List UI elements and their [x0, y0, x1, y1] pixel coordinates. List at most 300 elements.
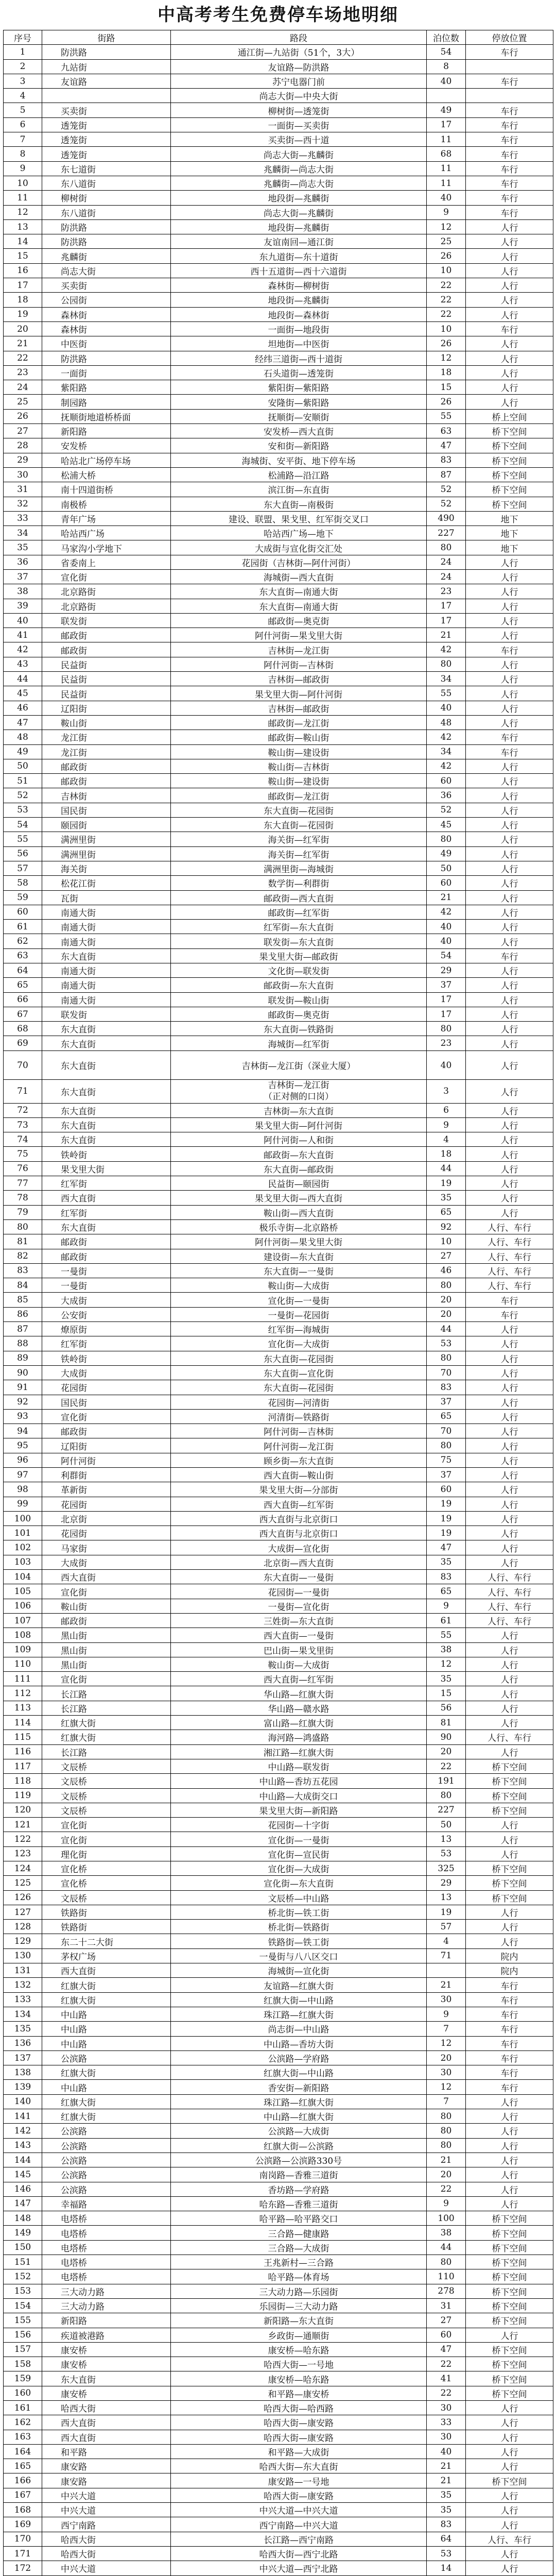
cell-index: 62: [4, 934, 42, 948]
cell-street: 联发街: [42, 1007, 171, 1021]
cell-location: 人行: [466, 569, 553, 584]
cell-location: 桥下空间: [466, 2240, 553, 2255]
cell-index: 52: [4, 788, 42, 803]
cell-street: 红旗大街: [42, 1992, 171, 2007]
cell-spaces: 71: [427, 1948, 466, 1963]
cell-segment: 和平路—康安桥: [171, 2386, 427, 2400]
table-row: [4, 2444, 553, 2459]
cell-index: 130: [4, 1948, 42, 1963]
cell-segment: 宣化街—宣民街: [171, 1846, 427, 1861]
cell-spaces: 83: [427, 1570, 466, 1584]
cell-segment: 阿什河街—果戈里大街: [171, 628, 427, 642]
cell-spaces: 48: [427, 715, 466, 730]
cell-location: 车行: [466, 1992, 553, 2007]
cell-segment: 坦地街—中医街: [171, 336, 427, 351]
cell-spaces: 21: [427, 628, 466, 642]
cell-index: 68: [4, 1022, 42, 1036]
cell-segment: 中山路—联发街: [171, 1759, 427, 1773]
cell-segment: 阿什河街—吉林街: [171, 657, 427, 671]
cell-location: 桥下空间: [466, 2357, 553, 2371]
cell-index: 149: [4, 2226, 42, 2240]
cell-segment: 石头道街—透笼街: [171, 365, 427, 380]
cell-index: 30: [4, 467, 42, 482]
table-row: [4, 2561, 553, 2575]
cell-segment: 湘江路—红旗大街: [171, 1744, 427, 1759]
table-row: [4, 2430, 553, 2444]
cell-segment: 东大直街—铁路街: [171, 1022, 427, 1036]
cell-street: 西大直街: [42, 2415, 171, 2430]
table-row: [4, 1161, 553, 1176]
cell-index: 56: [4, 846, 42, 861]
table-row: [4, 1036, 553, 1050]
table-row: [4, 2196, 553, 2211]
table-row: [4, 1716, 553, 1730]
cell-location: 人行: [466, 846, 553, 861]
table-body: [4, 45, 553, 2576]
cell-spaces: 54: [427, 45, 466, 59]
cell-segment: 鞍山街—大成街: [171, 1657, 427, 1671]
cell-index: 132: [4, 1978, 42, 1992]
cell-spaces: 10: [427, 263, 466, 278]
table-row: [4, 453, 553, 467]
cell-street: 北京街: [42, 1511, 171, 1526]
cell-location: 人行: [466, 2517, 553, 2532]
table-row: [4, 1657, 553, 1671]
cell-street: 透笼街: [42, 117, 171, 132]
table-row: [4, 1007, 553, 1021]
cell-street: 铁岭街: [42, 1351, 171, 1365]
cell-spaces: 33: [427, 2415, 466, 2430]
cell-index: 168: [4, 2503, 42, 2517]
table-row: [4, 992, 553, 1007]
cell-index: 122: [4, 1832, 42, 1846]
cell-spaces: 30: [427, 2400, 466, 2415]
cell-index: 61: [4, 920, 42, 934]
cell-index: 4: [4, 89, 42, 103]
cell-index: 48: [4, 730, 42, 744]
table-row: [4, 963, 553, 978]
cell-index: 133: [4, 1992, 42, 2007]
cell-index: 53: [4, 803, 42, 817]
table-row: [4, 1613, 553, 1628]
cell-segment: 西宁南路—中兴大道: [171, 2517, 427, 2532]
cell-index: 22: [4, 351, 42, 365]
table-row: [4, 846, 553, 861]
cell-segment: 吉林街—东大直街: [171, 1103, 427, 1117]
cell-spaces: 19: [427, 1905, 466, 1919]
cell-segment: 海城街—宣化街: [171, 1963, 427, 1978]
cell-spaces: 70: [427, 1365, 466, 1380]
cell-index: 17: [4, 278, 42, 293]
cell-spaces: 100: [427, 2211, 466, 2226]
cell-segment: 海河路—鸿盛路: [171, 1730, 427, 1744]
cell-location: 人行: [466, 599, 553, 613]
cell-index: 169: [4, 2517, 42, 2532]
cell-street: 利群街: [42, 1467, 171, 1482]
cell-street: 龙江街: [42, 744, 171, 759]
cell-location: 人行: [466, 395, 553, 409]
cell-spaces: 15: [427, 380, 466, 395]
cell-index: 11: [4, 191, 42, 205]
cell-segment: 邮政街—鞍山街: [171, 730, 427, 744]
cell-segment: 吉林街—龙江街 （正对侧的口岗）: [171, 1080, 427, 1103]
cell-segment: 北京街—西大直街: [171, 1555, 427, 1569]
cell-location: 人行: [466, 1657, 553, 1671]
cell-index: 72: [4, 1103, 42, 1117]
cell-location: 桥下空间: [466, 453, 553, 467]
table-row: [4, 978, 553, 992]
cell-location: 桥下空间: [466, 2371, 553, 2386]
cell-spaces: 22: [427, 278, 466, 293]
cell-street: 森林街: [42, 321, 171, 336]
table-row: [4, 715, 553, 730]
cell-location: 车行: [466, 132, 553, 147]
cell-spaces: 57: [427, 1920, 466, 1934]
cell-segment: 友谊路—红旗大街: [171, 1978, 427, 1992]
table-row: [4, 2371, 553, 2386]
table-row: [4, 321, 553, 336]
cell-index: 91: [4, 1380, 42, 1395]
cell-segment: 长江路—西宁南路: [171, 2532, 427, 2546]
cell-index: 19: [4, 307, 42, 321]
cell-segment: 尚志大街—兆麟街: [171, 205, 427, 219]
cell-street: 和平路: [42, 2444, 171, 2459]
cell-location: 桥下空间: [466, 1861, 553, 1876]
table-row: [4, 2050, 553, 2065]
cell-street: 红军街: [42, 1205, 171, 1219]
table-row: [4, 803, 553, 817]
cell-index: 70: [4, 1050, 42, 1080]
table-row: [4, 293, 553, 307]
table-row: [4, 1293, 553, 1307]
cell-index: 172: [4, 2561, 42, 2575]
cell-spaces: [427, 89, 466, 103]
cell-spaces: 47: [427, 2342, 466, 2357]
cell-street: 民益街: [42, 657, 171, 671]
cell-street: 国民街: [42, 803, 171, 817]
cell-segment: 建设街—东大直街: [171, 1249, 427, 1263]
cell-index: 155: [4, 2313, 42, 2328]
cell-street: 电塔桥: [42, 2240, 171, 2255]
cell-location: 人行: [466, 1132, 553, 1147]
cell-index: 164: [4, 2444, 42, 2459]
cell-spaces: 8: [427, 59, 466, 74]
cell-spaces: 52: [427, 482, 466, 497]
cell-location: 院内: [466, 1948, 553, 1963]
cell-location: 人行: [466, 861, 553, 875]
cell-street: 康安桥: [42, 2386, 171, 2400]
cell-location: 车行: [466, 176, 553, 190]
table-row: [4, 89, 553, 103]
cell-street: 宣化街: [42, 1818, 171, 1832]
table-row: [4, 1948, 553, 1963]
cell-index: 101: [4, 1526, 42, 1540]
table-row: [4, 657, 553, 671]
cell-segment: 海城街、安平街、地下停车场: [171, 453, 427, 467]
cell-location: 人行: [466, 2430, 553, 2444]
cell-index: 152: [4, 2269, 42, 2284]
cell-location: 桥下空间: [466, 438, 553, 453]
cell-location: 人行: [466, 1497, 553, 1511]
cell-spaces: 18: [427, 1147, 466, 1161]
cell-location: 人行、车行: [466, 1249, 553, 1263]
table-row: [4, 2284, 553, 2298]
table-row: [4, 1803, 553, 1817]
table-row: [4, 1234, 553, 1249]
cell-index: 106: [4, 1599, 42, 1613]
cell-street: 民益街: [42, 686, 171, 701]
cell-index: 21: [4, 336, 42, 351]
cell-spaces: 27: [427, 1249, 466, 1263]
table-row: [4, 2124, 553, 2138]
table-row: [4, 1540, 553, 1555]
cell-segment: 西大直街与北京街口: [171, 1511, 427, 1526]
cell-spaces: 60: [427, 1482, 466, 1497]
table-row: [4, 1701, 553, 1715]
cell-segment: 邮政街—西大直街: [171, 890, 427, 905]
table-row: [4, 1584, 553, 1599]
cell-street: 制园路: [42, 395, 171, 409]
cell-street: 邮政街: [42, 1234, 171, 1249]
cell-street: 疾道被港路: [42, 2328, 171, 2342]
cell-spaces: 12: [427, 2036, 466, 2050]
table-row: [4, 1818, 553, 1832]
cell-spaces: 55: [427, 409, 466, 423]
cell-street: [42, 89, 171, 103]
cell-spaces: 80: [427, 832, 466, 846]
cell-index: 57: [4, 861, 42, 875]
table-row: [4, 832, 553, 846]
cell-spaces: 15: [427, 1686, 466, 1701]
cell-location: 人行、车行: [466, 1219, 553, 1234]
cell-street: 花园街: [42, 1526, 171, 1540]
cell-spaces: 13: [427, 1832, 466, 1846]
table-row: [4, 1453, 553, 1467]
table-row: [4, 2094, 553, 2109]
cell-index: 31: [4, 482, 42, 497]
cell-segment: 邮政街—东大直街: [171, 978, 427, 992]
cell-segment: 经纬三道街—西十道街: [171, 351, 427, 365]
cell-segment: 中兴大道—中兴大道: [171, 2503, 427, 2517]
cell-street: 兆麟街: [42, 249, 171, 263]
cell-location: 人行: [466, 1050, 553, 1080]
cell-street: 南通大街: [42, 920, 171, 934]
cell-spaces: 87: [427, 467, 466, 482]
cell-index: 60: [4, 905, 42, 919]
cell-street: 电塔桥: [42, 2269, 171, 2284]
cell-index: 151: [4, 2255, 42, 2269]
cell-street: 宣化街: [42, 1584, 171, 1599]
cell-spaces: 27: [427, 2313, 466, 2328]
cell-segment: 吉林街—龙江街: [171, 642, 427, 657]
cell-location: 人行: [466, 1701, 553, 1715]
cell-segment: 宣化街—一曼街: [171, 1293, 427, 1307]
cell-spaces: 17: [427, 992, 466, 1007]
table-row: [4, 1672, 553, 1686]
cell-location: 桥下空间: [466, 424, 553, 438]
cell-index: 158: [4, 2357, 42, 2371]
cell-street: 长江路: [42, 1701, 171, 1715]
cell-spaces: 40: [427, 74, 466, 88]
table-row: [4, 613, 553, 628]
table-row: [4, 2503, 553, 2517]
cell-index: 138: [4, 2065, 42, 2080]
cell-index: 99: [4, 1497, 42, 1511]
cell-location: 人行: [466, 818, 553, 832]
table-row: [4, 555, 553, 569]
cell-spaces: 11: [427, 132, 466, 147]
cell-index: 9: [4, 161, 42, 176]
cell-spaces: 53: [427, 1846, 466, 1861]
cell-spaces: 70: [427, 1424, 466, 1438]
cell-spaces: 55: [427, 686, 466, 701]
cell-location: 人行: [466, 1628, 553, 1642]
cell-street: 辽阳街: [42, 1438, 171, 1453]
cell-spaces: 90: [427, 1730, 466, 1744]
cell-index: 121: [4, 1818, 42, 1832]
cell-street: 瓦街: [42, 890, 171, 905]
cell-street: 龙江街: [42, 730, 171, 744]
cell-segment: 苏宁电器门前: [171, 74, 427, 88]
cell-index: 18: [4, 293, 42, 307]
cell-street: 东大直街: [42, 1132, 171, 1147]
cell-index: 32: [4, 497, 42, 511]
cell-spaces: 3: [427, 1080, 466, 1103]
cell-segment: 海城街—西大直街: [171, 569, 427, 584]
cell-location: 人行: [466, 263, 553, 278]
cell-location: 人行: [466, 2415, 553, 2430]
cell-spaces: 29: [427, 963, 466, 978]
cell-spaces: 23: [427, 584, 466, 599]
cell-spaces: 11: [427, 176, 466, 190]
cell-segment: 果戈里大街—西大直街: [171, 1191, 427, 1205]
cell-segment: 文化街—联发街: [171, 963, 427, 978]
cell-spaces: 31: [427, 2298, 466, 2313]
cell-segment: 地段街—兆麟街: [171, 191, 427, 205]
cell-street: 红旗大街: [42, 1978, 171, 1992]
cell-segment: 阿什河街—人和街: [171, 1132, 427, 1147]
table-row: [4, 2517, 553, 2532]
cell-street: 联发街: [42, 613, 171, 628]
cell-segment: 紫阳街—紫阳路: [171, 380, 427, 395]
cell-index: 135: [4, 2022, 42, 2036]
table-row: [4, 905, 553, 919]
cell-segment: 邮政街—红军街: [171, 905, 427, 919]
cell-street: 阿什河街: [42, 1453, 171, 1467]
table-row: [4, 438, 553, 453]
cell-location: 桥下空间: [466, 2284, 553, 2298]
cell-location: 车行: [466, 948, 553, 963]
cell-index: 50: [4, 759, 42, 773]
cell-index: 71: [4, 1080, 42, 1103]
cell-location: 人行: [466, 715, 553, 730]
cell-spaces: 40: [427, 920, 466, 934]
cell-location: 人行: [466, 1672, 553, 1686]
table-row: [4, 365, 553, 380]
cell-segment: 西大直街—鞍山街: [171, 1467, 427, 1482]
table-row: [4, 176, 553, 190]
cell-street: 茅权广场: [42, 1948, 171, 1963]
cell-spaces: 63: [427, 424, 466, 438]
cell-spaces: 10: [427, 321, 466, 336]
cell-location: 人行: [466, 584, 553, 599]
cell-index: 66: [4, 992, 42, 1007]
cell-street: 松花江街: [42, 876, 171, 890]
cell-street: 哈西大街: [42, 2546, 171, 2561]
cell-spaces: 29: [427, 1876, 466, 1890]
cell-spaces: 35: [427, 1672, 466, 1686]
cell-segment: 宣化街—一曼街: [171, 1832, 427, 1846]
cell-segment: 尚志街—中山路: [171, 2022, 427, 2036]
cell-segment: 康安桥—哈东路: [171, 2342, 427, 2357]
cell-spaces: 278: [427, 2284, 466, 2298]
cell-index: 88: [4, 1336, 42, 1351]
cell-street: 三大动力路: [42, 2298, 171, 2313]
cell-segment: 邮政街—东大直街: [171, 1147, 427, 1161]
cell-index: 128: [4, 1920, 42, 1934]
table-row: [4, 424, 553, 438]
cell-location: 人行: [466, 1036, 553, 1050]
table-row: [4, 1438, 553, 1453]
cell-location: 人行: [466, 701, 553, 715]
cell-index: 28: [4, 438, 42, 453]
cell-spaces: 52: [427, 803, 466, 817]
cell-location: 人行: [466, 2138, 553, 2153]
cell-spaces: 44: [427, 1161, 466, 1176]
cell-segment: 东大直街—南极街: [171, 497, 427, 511]
table-row: [4, 482, 553, 497]
table-row: [4, 1920, 553, 1934]
table-row: [4, 599, 553, 613]
cell-street: 中山路: [42, 2080, 171, 2094]
cell-segment: 果戈里大街—分部街: [171, 1482, 427, 1497]
cell-index: 162: [4, 2415, 42, 2430]
cell-location: 人行: [466, 2182, 553, 2196]
cell-segment: 买卖街—西十道: [171, 132, 427, 147]
cell-location: 车行: [466, 2050, 553, 2065]
cell-spaces: 42: [427, 730, 466, 744]
cell-segment: 东大直街—南通大街: [171, 584, 427, 599]
cell-spaces: 42: [427, 642, 466, 657]
cell-segment: 数学街—利群街: [171, 876, 427, 890]
cell-location: 人行: [466, 832, 553, 846]
header-index: 序号: [4, 30, 42, 45]
cell-index: 54: [4, 818, 42, 832]
table-row: [4, 876, 553, 890]
cell-street: 东大直街: [42, 1050, 171, 1080]
table-row: [4, 2546, 553, 2561]
table-row: [4, 2342, 553, 2357]
cell-spaces: 80: [427, 2138, 466, 2153]
cell-spaces: 40: [427, 2444, 466, 2459]
cell-street: 一曼街: [42, 1278, 171, 1293]
cell-index: 146: [4, 2182, 42, 2196]
table-row: [4, 628, 553, 642]
cell-index: 1: [4, 45, 42, 59]
cell-index: 65: [4, 978, 42, 992]
cell-spaces: 83: [427, 1380, 466, 1395]
table-row: [4, 1219, 553, 1234]
cell-street: 东大直街: [42, 1219, 171, 1234]
cell-street: 公滨路: [42, 2124, 171, 2138]
cell-spaces: 65: [427, 1409, 466, 1423]
cell-index: 165: [4, 2459, 42, 2473]
table-row: [4, 2138, 553, 2153]
cell-spaces: 38: [427, 2226, 466, 2240]
table-row: [4, 1424, 553, 1438]
cell-spaces: 17: [427, 613, 466, 628]
cell-street: 南通大街: [42, 978, 171, 992]
